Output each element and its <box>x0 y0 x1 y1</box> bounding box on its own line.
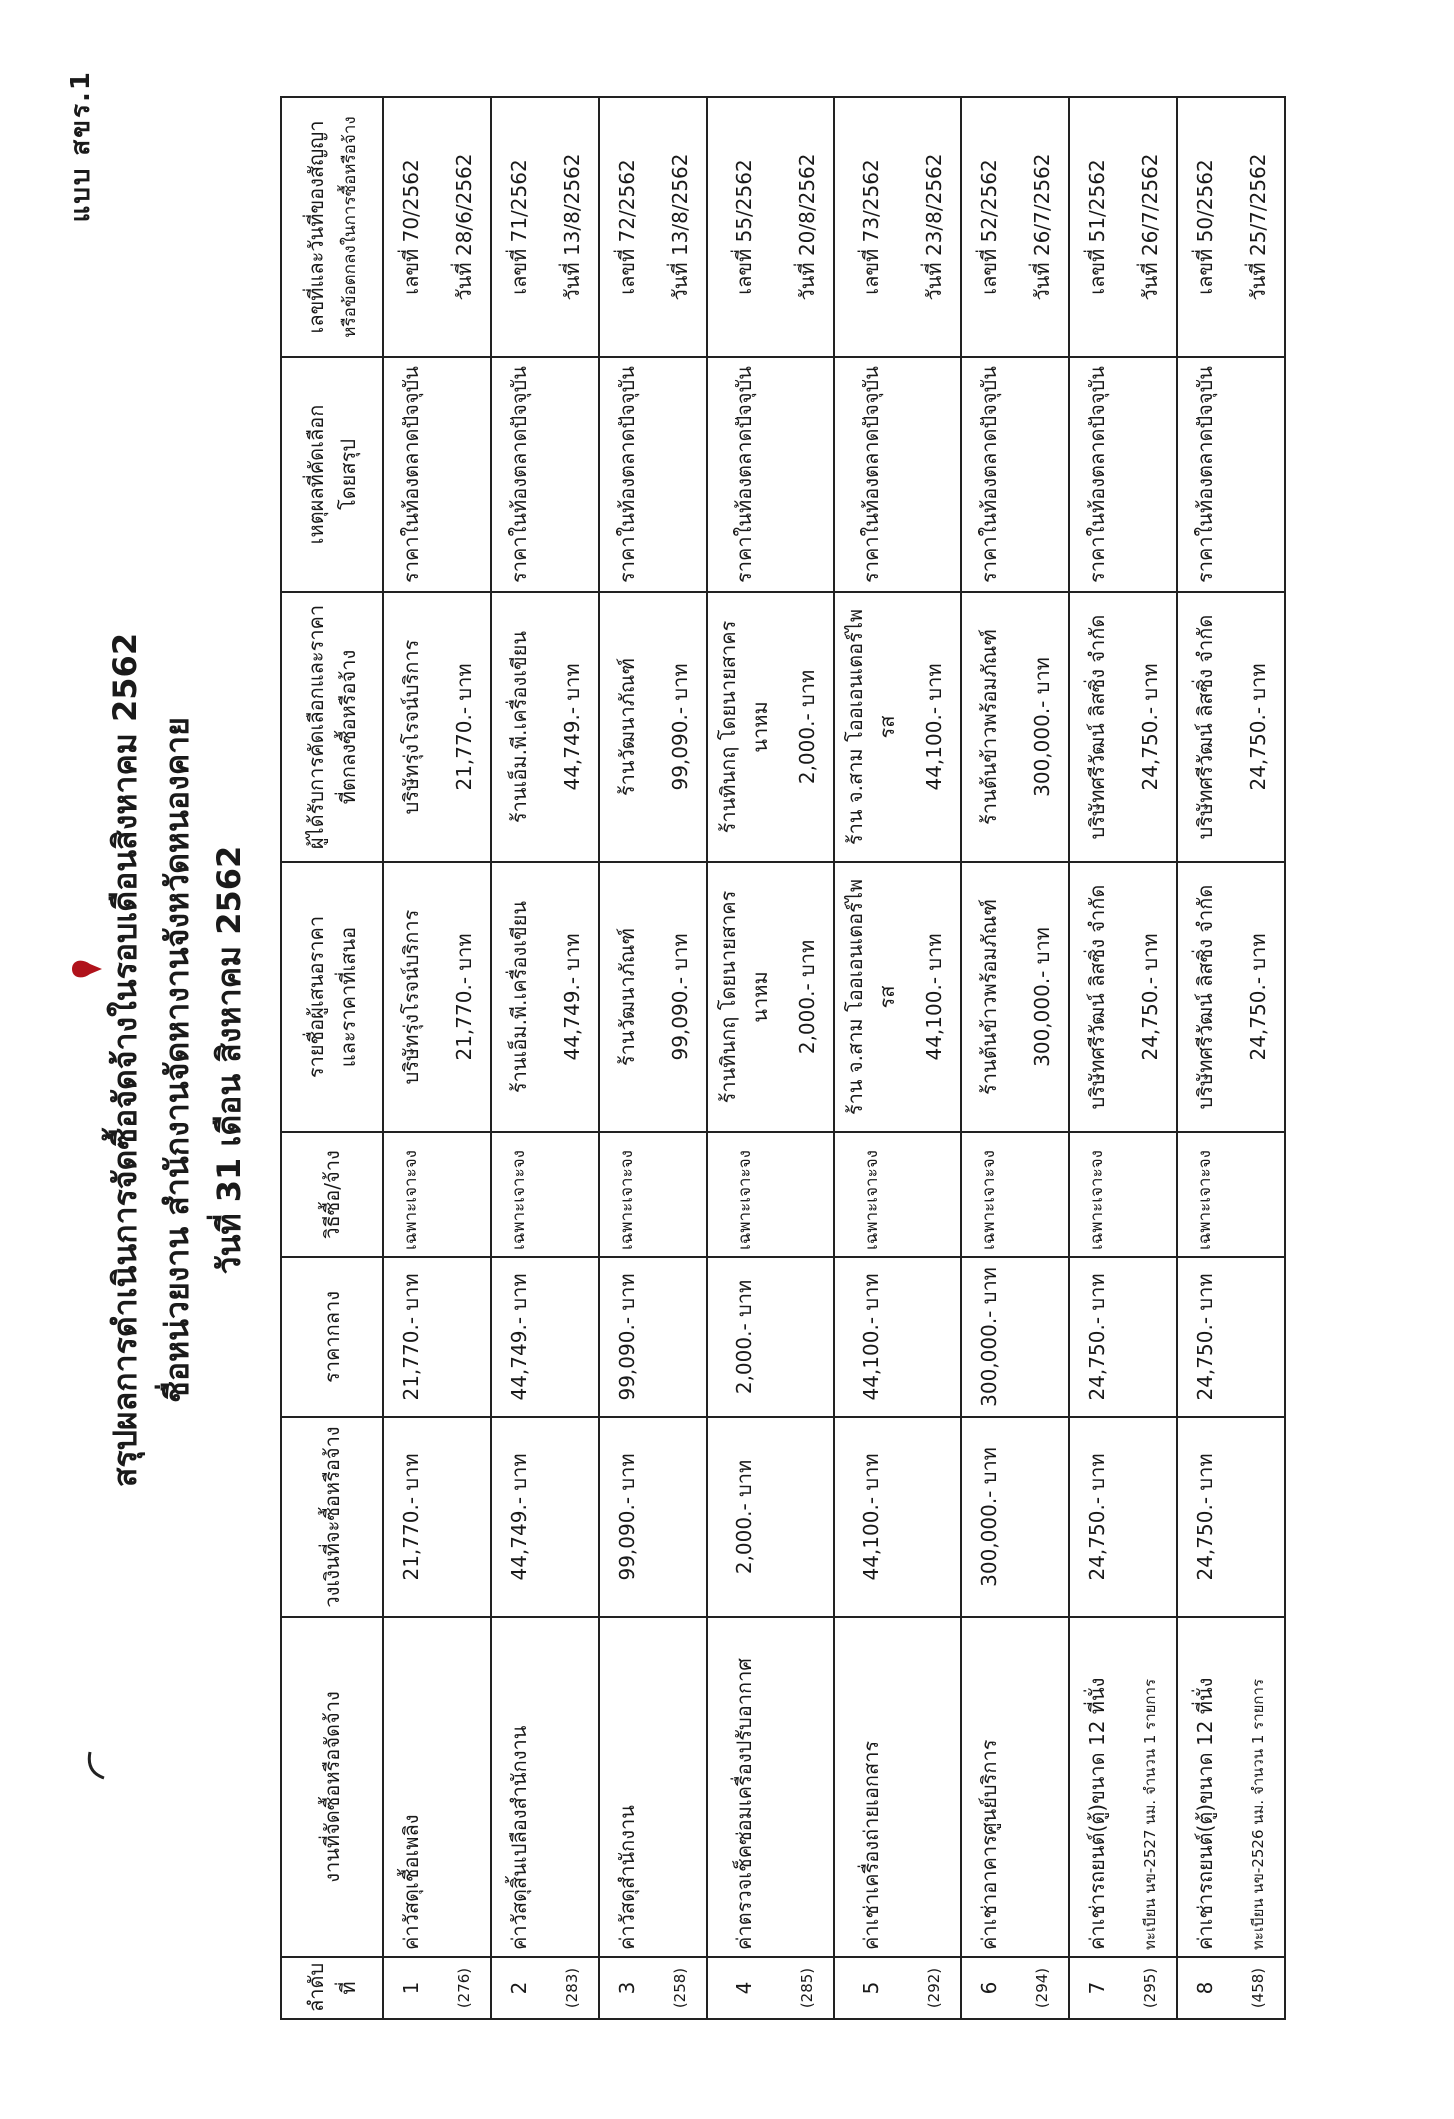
contract-number: เลขที่ 52/2562 <box>961 97 1015 357</box>
procurement-method: เฉพาะเจาะจง <box>961 1132 1015 1257</box>
header-bidders-line2: และราคาที่เสนอ <box>336 926 360 1068</box>
budget-amount-blank <box>1123 1417 1177 1617</box>
row-number: 2 <box>491 1957 545 2019</box>
bid-price: 24,750.- บาท <box>1231 862 1285 1132</box>
bid-price: 24,750.- บาท <box>1123 862 1177 1132</box>
median-price: 44,100.- บาท <box>834 1257 907 1417</box>
header-winner <box>281 592 383 862</box>
budget-amount: 2,000.- บาท <box>707 1417 780 1617</box>
table-row-continuation <box>653 97 707 2019</box>
bidder-name: บริษัทรุ่งโรจน์บริการ <box>383 862 437 1132</box>
row-reference: (285) <box>780 1957 834 2019</box>
header-method: วิธีซื้อ/จ้าง <box>281 1132 383 1257</box>
contract-number: เลขที่ 73/2562 <box>834 97 907 357</box>
table-row <box>491 97 545 2019</box>
row-number: 4 <box>707 1957 780 2019</box>
winning-price: 24,750.- บาท <box>1123 592 1177 862</box>
budget-amount-blank <box>437 1417 491 1617</box>
document-title: สรุปผลการดำเนินการจัดซื้อจัดจ้างในรอบเดือนสิงหาคม 2562 <box>106 632 144 1488</box>
winning-price: 99,090.- บาท <box>653 592 707 862</box>
selection-reason: ราคาในท้องตลาดปัจจุบัน <box>1177 357 1231 592</box>
budget-amount: 44,749.- บาท <box>491 1417 545 1617</box>
budget-amount-blank <box>653 1417 707 1617</box>
header-reason-line1: เหตุผลที่คัดเลือก <box>304 404 328 545</box>
header-no: ลำดับที่ <box>281 1957 383 2019</box>
procurement-method: เฉพาะเจาะจง <box>599 1132 653 1257</box>
median-price-blank <box>437 1257 491 1417</box>
procurement-method-blank <box>653 1132 707 1257</box>
median-price-blank <box>780 1257 834 1417</box>
bid-price: 21,770.- บาท <box>437 862 491 1132</box>
median-price-blank <box>653 1257 707 1417</box>
bid-price: 2,000.- บาท <box>780 862 834 1132</box>
procurement-method: เฉพาะเจาะจง <box>1069 1132 1123 1257</box>
winner-name: บริษัทศรีวัฒน์ ลิสซิ่ง จำกัด <box>1177 592 1231 862</box>
selection-reason-blank <box>653 357 707 592</box>
winner-name: บริษัทศรีวัฒน์ ลิสซิ่ง จำกัด <box>1069 592 1123 862</box>
bidder-name: บริษัทศรีวัฒน์ ลิสซิ่ง จำกัด <box>1069 862 1123 1132</box>
header-item: งานที่จัดซื้อหรือจัดจ้าง <box>281 1617 383 1957</box>
row-number: 1 <box>383 1957 437 2019</box>
winner-name: ร้านทินกฤ โดยนายสาคร นาหม <box>707 592 780 862</box>
median-price-blank <box>1123 1257 1177 1417</box>
table-row <box>961 97 1015 2019</box>
bid-price: 300,000.- บาท <box>1015 862 1069 1132</box>
row-reference: (294) <box>1015 1957 1069 2019</box>
item-name: ค่าเช่ารถยนต์(ตู้)ขนาด 12 ที่นั่ง <box>1177 1617 1231 1957</box>
row-reference: (283) <box>545 1957 599 2019</box>
table-row-continuation <box>437 97 491 2019</box>
bidder-name: ร้าน จ.สาม โออเอนเตอร์ไพรส <box>834 862 907 1132</box>
budget-amount: 21,770.- บาท <box>383 1417 437 1617</box>
procurement-method-blank <box>545 1132 599 1257</box>
selection-reason-blank <box>1123 357 1177 592</box>
red-ribbon-icon <box>70 958 104 980</box>
winning-price: 300,000.- บาท <box>1015 592 1069 862</box>
row-reference: (276) <box>437 1957 491 2019</box>
bidder-name: ร้านต้นข้าวพร้อมภัณฑ์ <box>961 862 1015 1132</box>
budget-amount: 44,100.- บาท <box>834 1417 907 1617</box>
winning-price: 44,100.- บาท <box>907 592 961 862</box>
budget-amount: 300,000.- บาท <box>961 1417 1015 1617</box>
item-detail <box>907 1617 961 1957</box>
selection-reason-blank <box>780 357 834 592</box>
contract-date: วันที่ 20/8/2562 <box>780 97 834 357</box>
median-price-blank <box>907 1257 961 1417</box>
selection-reason-blank <box>1015 357 1069 592</box>
table-row <box>1069 97 1123 2019</box>
budget-amount-blank <box>1231 1417 1285 1617</box>
agency-name: ชื่อหน่วยงาน สำนักงานจัดหางานจังหวัดหนองคาย <box>158 717 196 1403</box>
median-price-blank <box>1015 1257 1069 1417</box>
table-row <box>1177 97 1231 2019</box>
row-number: 6 <box>961 1957 1015 2019</box>
table-row-continuation <box>1123 97 1177 2019</box>
procurement-method-blank <box>1015 1132 1069 1257</box>
table-row <box>383 97 437 2019</box>
header-reason-line2: โดยสรุป <box>336 438 360 511</box>
selection-reason-blank <box>907 357 961 592</box>
row-reference: (258) <box>653 1957 707 2019</box>
item-name: ค่าตรวจเช็คซ่อมเครื่องปรับอากาศ <box>707 1617 780 1957</box>
header-contract-line2: หรือข้อตกลงในการซื้อหรือจ้าง <box>339 116 360 338</box>
procurement-method: เฉพาะเจาะจง <box>834 1132 907 1257</box>
header-reason <box>281 357 383 592</box>
item-detail <box>653 1617 707 1957</box>
item-detail <box>780 1617 834 1957</box>
contract-number: เลขที่ 51/2562 <box>1069 97 1123 357</box>
procurement-method: เฉพาะเจาะจง <box>383 1132 437 1257</box>
winning-price: 2,000.- บาท <box>780 592 834 862</box>
budget-amount: 24,750.- บาท <box>1177 1417 1231 1617</box>
item-name: ค่าวัสดุสิ้นเปลืองสำนักงาน <box>491 1617 545 1957</box>
winner-name: ร้านเอ็ม.พี.เครื่องเขียน <box>491 592 545 862</box>
document-sheet <box>40 40 1400 2080</box>
table-row <box>834 97 907 2019</box>
bid-price: 99,090.- บาท <box>653 862 707 1132</box>
table-row-continuation <box>1231 97 1285 2019</box>
winner-name: ร้าน จ.สาม โออเอนเตอร์ไพรส <box>834 592 907 862</box>
contract-date: วันที่ 13/8/2562 <box>545 97 599 357</box>
contract-number: เลขที่ 71/2562 <box>491 97 545 357</box>
procurement-method: เฉพาะเจาะจง <box>707 1132 780 1257</box>
table-body <box>383 97 1285 2019</box>
item-detail <box>545 1617 599 1957</box>
document-date: วันที่ 31 เดือน สิงหาคม 2562 <box>210 845 248 1275</box>
table-row-continuation <box>907 97 961 2019</box>
median-price: 2,000.- บาท <box>707 1257 780 1417</box>
contract-date: วันที่ 13/8/2562 <box>653 97 707 357</box>
selection-reason: ราคาในท้องตลาดปัจจุบัน <box>491 357 545 592</box>
bidder-name: ร้านทินกฤ โดยนายสาคร นาหม <box>707 862 780 1132</box>
budget-amount: 99,090.- บาท <box>599 1417 653 1617</box>
selection-reason: ราคาในท้องตลาดปัจจุบัน <box>707 357 780 592</box>
item-name: ค่าเช่าเครื่องถ่ายเอกสาร <box>834 1617 907 1957</box>
row-number: 8 <box>1177 1957 1231 2019</box>
header-median-price: ราคากลาง <box>281 1257 383 1417</box>
item-name: ค่าวัสดุสำนักงาน <box>599 1617 653 1957</box>
selection-reason: ราคาในท้องตลาดปัจจุบัน <box>961 357 1015 592</box>
table-row-continuation <box>780 97 834 2019</box>
winning-price: 21,770.- บาท <box>437 592 491 862</box>
item-name: ค่าวัสดุเชื้อเพลิง <box>383 1617 437 1957</box>
selection-reason: ราคาในท้องตลาดปัจจุบัน <box>383 357 437 592</box>
procurement-method-blank <box>907 1132 961 1257</box>
budget-amount: 24,750.- บาท <box>1069 1417 1123 1617</box>
header-winner-line2: ที่ตกลงซื้อหรือจ้าง <box>336 649 360 805</box>
contract-date: วันที่ 23/8/2562 <box>907 97 961 357</box>
row-number: 7 <box>1069 1957 1123 2019</box>
table-row-continuation <box>1015 97 1069 2019</box>
budget-amount-blank <box>545 1417 599 1617</box>
row-reference: (292) <box>907 1957 961 2019</box>
bidder-name: ร้านวัฒนาภัณฑ์ <box>599 862 653 1132</box>
header-bidders-line1: รายชื่อผู้เสนอราคา <box>304 915 328 1079</box>
median-price: 24,750.- บาท <box>1069 1257 1123 1417</box>
header-contract <box>281 97 383 357</box>
median-price-blank <box>545 1257 599 1417</box>
row-reference: (295) <box>1123 1957 1177 2019</box>
median-price: 21,770.- บาท <box>383 1257 437 1417</box>
item-detail: ทะเบียน นข-2526 นม. จำนวน 1 รายการ <box>1231 1617 1285 1957</box>
header-winner-line1: ผู้ได้รับการคัดเลือกและราคา <box>304 604 328 850</box>
procurement-method-blank <box>780 1132 834 1257</box>
item-detail <box>1015 1617 1069 1957</box>
procurement-method-blank <box>437 1132 491 1257</box>
bid-price: 44,100.- บาท <box>907 862 961 1132</box>
selection-reason-blank <box>437 357 491 592</box>
bidder-name: บริษัทศรีวัฒน์ ลิสซิ่ง จำกัด <box>1177 862 1231 1132</box>
procurement-method-blank <box>1231 1132 1285 1257</box>
contract-number: เลขที่ 70/2562 <box>383 97 437 357</box>
median-price: 24,750.- บาท <box>1177 1257 1231 1417</box>
header-bidders <box>281 862 383 1132</box>
procurement-method: เฉพาะเจาะจง <box>1177 1132 1231 1257</box>
contract-number: เลขที่ 72/2562 <box>599 97 653 357</box>
selection-reason-blank <box>545 357 599 592</box>
contract-date: วันที่ 25/7/2562 <box>1231 97 1285 357</box>
winner-name: ร้านวัฒนาภัณฑ์ <box>599 592 653 862</box>
table-row-continuation <box>545 97 599 2019</box>
procurement-method: เฉพาะเจาะจง <box>491 1132 545 1257</box>
contract-date: วันที่ 26/7/2562 <box>1123 97 1177 357</box>
form-code: แบบ สขร.1 <box>66 70 96 223</box>
selection-reason: ราคาในท้องตลาดปัจจุบัน <box>599 357 653 592</box>
contract-number: เลขที่ 55/2562 <box>707 97 780 357</box>
contract-number: เลขที่ 50/2562 <box>1177 97 1231 357</box>
header-budget: วงเงินที่จะซื้อหรือจ้าง <box>281 1417 383 1617</box>
row-number: 5 <box>834 1957 907 2019</box>
row-number: 3 <box>599 1957 653 2019</box>
item-detail: ทะเบียน นข-2527 นม. จำนวน 1 รายการ <box>1123 1617 1177 1957</box>
median-price: 99,090.- บาท <box>599 1257 653 1417</box>
header-contract-line1: เลขที่และวันที่ของสัญญา <box>303 120 328 334</box>
table-row <box>599 97 653 2019</box>
median-price: 300,000.- บาท <box>961 1257 1015 1417</box>
winning-price: 44,749.- บาท <box>545 592 599 862</box>
median-price: 44,749.- บาท <box>491 1257 545 1417</box>
winner-name: บริษัทรุ่งโรจน์บริการ <box>383 592 437 862</box>
item-name: ค่าเช่าอาคารศูนย์บริการ <box>961 1617 1015 1957</box>
contract-date: วันที่ 28/6/2562 <box>437 97 491 357</box>
row-reference: (458) <box>1231 1957 1285 2019</box>
procurement-table <box>280 96 1286 2020</box>
budget-amount-blank <box>1015 1417 1069 1617</box>
winning-price: 24,750.- บาท <box>1231 592 1285 862</box>
item-name: ค่าเช่ารถยนต์(ตู้)ขนาด 12 ที่นั่ง <box>1069 1617 1123 1957</box>
selection-reason: ราคาในท้องตลาดปัจจุบัน <box>1069 357 1123 592</box>
bidder-name: ร้านเอ็ม.พี.เครื่องเขียน <box>491 862 545 1132</box>
median-price-blank <box>1231 1257 1285 1417</box>
table-header-row <box>281 97 383 2019</box>
selection-reason-blank <box>1231 357 1285 592</box>
budget-amount-blank <box>780 1417 834 1617</box>
bid-price: 44,749.- บาท <box>545 862 599 1132</box>
table-row <box>707 97 780 2019</box>
item-detail <box>437 1617 491 1957</box>
budget-amount-blank <box>907 1417 961 1617</box>
procurement-method-blank <box>1123 1132 1177 1257</box>
contract-date: วันที่ 26/7/2562 <box>1015 97 1069 357</box>
winner-name: ร้านต้นข้าวพร้อมภัณฑ์ <box>961 592 1015 862</box>
selection-reason: ราคาในท้องตลาดปัจจุบัน <box>834 357 907 592</box>
